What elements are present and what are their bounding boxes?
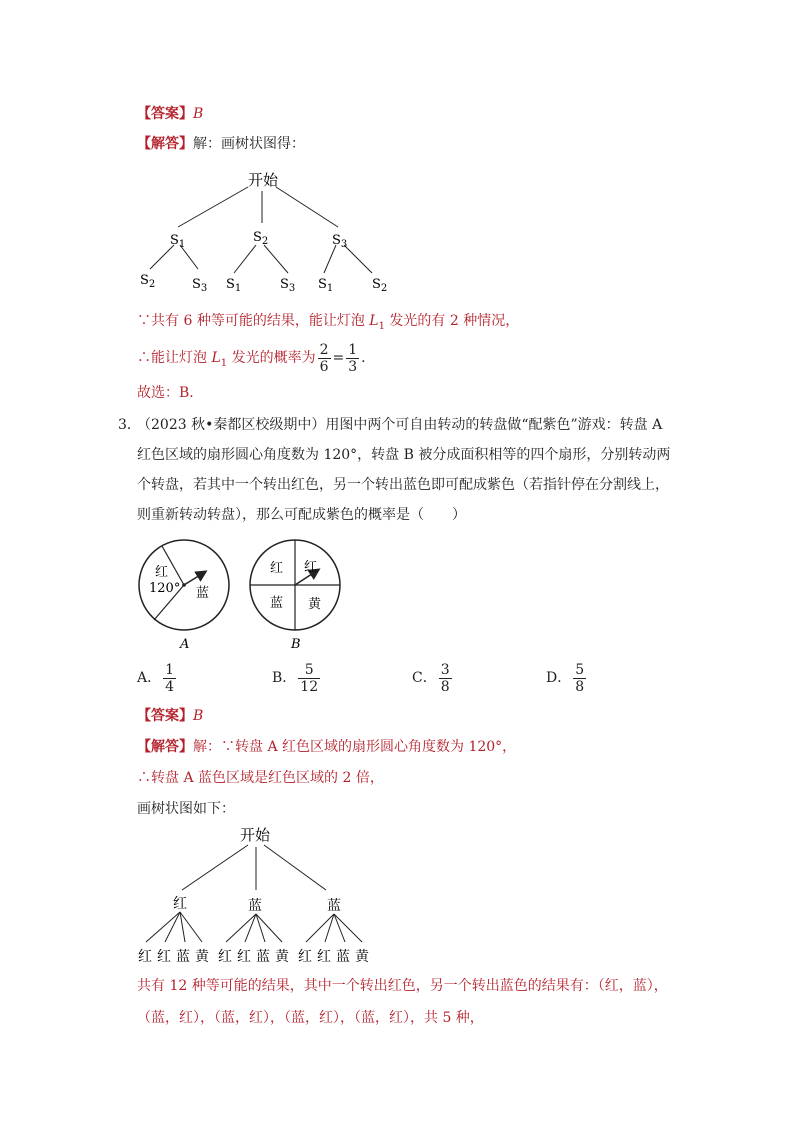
tree2-leaf: 红	[138, 949, 152, 965]
tree-diagram-1	[130, 165, 430, 300]
fraction: $\frac{5}{8}$	[575, 661, 585, 695]
answer-value: B	[193, 708, 204, 724]
spinner-b	[250, 540, 340, 652]
question-line-4: 则重新转动转盘），那么可配成紫色的概率是（ ）	[137, 507, 466, 523]
question-line-3: 个转盘，若其中一个转出红色，另一个转出蓝色即可配成紫色（若指针停在分割线上，	[137, 477, 669, 493]
spinner-b-tl: 红	[270, 561, 284, 576]
fraction: $\frac{2}{6}$	[319, 341, 329, 375]
solution-text: 解：∵转盘 A 红色区域的扇形圆心角度数为 120°，	[193, 739, 517, 755]
fraction: $\frac{1}{3}$	[348, 341, 358, 375]
tree1-leaf: $S_1$	[318, 277, 334, 294]
tree1-leaf: $S_2$	[140, 273, 156, 290]
spinner-a-blue: 蓝	[196, 586, 210, 601]
tree2-leaf: 红	[237, 949, 251, 965]
tree2-leaf: 蓝	[176, 949, 190, 965]
tree2-intro: 画树状图如下：	[137, 801, 235, 817]
tree2-leaf: 蓝	[336, 949, 350, 965]
tree2-node-red: 红	[173, 896, 187, 912]
tree1-leaf: $S_3$	[192, 277, 208, 294]
tree2-leaf: 红	[317, 949, 331, 965]
tree2-leaf: 黄	[195, 949, 209, 965]
tree2-node-blue: 蓝	[248, 898, 262, 914]
reason-line-3: ∴转盘 A 蓝色区域是红色区域的 2 倍，	[137, 770, 384, 786]
tree1-node-s3: $S_3$	[332, 233, 348, 250]
fraction: $\frac{5}{12}$	[300, 661, 319, 695]
answer-tag: 【答案】	[137, 106, 193, 122]
tree1-leaf: $S_2$	[372, 277, 388, 294]
spinner-b-br: 黄	[308, 597, 322, 612]
answer-line-2	[137, 706, 203, 726]
spinner-b-caption: B	[291, 637, 301, 652]
answer-value: B	[193, 106, 204, 122]
tree1-node-s2: $S_2$	[253, 230, 269, 247]
option-c[interactable]: C． $\frac{3}{8}$	[412, 661, 450, 695]
tree2-leaf: 红	[218, 949, 232, 965]
fraction: $\frac{3}{8}$	[440, 661, 450, 695]
tree2-node-blue: 蓝	[327, 898, 341, 914]
tree1-root: 开始	[248, 171, 279, 189]
spinner-a-red: 红	[155, 565, 169, 580]
tree1-leaf: $S_3$	[280, 277, 296, 294]
solution-tag: 【解答】	[137, 136, 193, 152]
question-line-1: （2023 秋•秦都区校级期中）用图中两个可自由转动的转盘做“配紫色”游戏：转盘 A	[137, 417, 663, 433]
option-b[interactable]: B． $\frac{5}{12}$	[272, 661, 319, 695]
choice-line: 故选：B．	[137, 385, 204, 401]
reason-line-2: ∴能让灯泡 $L_1$ 发光的概率为 $\frac{2}{6}$ = $\frac{1}{3}$ .	[137, 341, 366, 375]
final-line-1: 共有 12 种等可能的结果，其中一个转出红色，另一个转出蓝色的结果有：（红，蓝），	[137, 978, 668, 994]
option-d[interactable]: D． $\frac{5}{8}$	[546, 661, 585, 695]
solution-text: 解：画树状图得：	[193, 136, 305, 152]
tree2-leaf: 黄	[275, 949, 289, 965]
tree2-leaf: 红	[157, 949, 171, 965]
answer-tag: 【答案】	[137, 708, 193, 724]
solution-line-1	[137, 134, 305, 154]
tree1-node-s1: $S_1$	[170, 233, 186, 250]
question-line-2: 红色区域的扇形圆心角度数为 120°，转盘 B 被分成面积相等的四个扇形，分别转动两	[137, 447, 671, 463]
spinner-a	[139, 540, 229, 652]
question-number: 3．	[118, 417, 141, 433]
reason-line-1: ∵共有 6 种等可能的结果，能让灯泡 $L_1$ 发光的有 2 种情况，	[137, 313, 520, 332]
tree-diagram-2	[130, 820, 390, 970]
tree1-leaf: $S_1$	[226, 277, 242, 294]
tree2-leaf: 红	[298, 949, 312, 965]
final-line-2: （蓝，红），（蓝，红），（蓝，红），（蓝，红），共 5 种，	[137, 1010, 484, 1026]
spinner-b-tr: 红	[304, 560, 318, 575]
fraction: $\frac{1}{4}$	[165, 661, 175, 695]
spinner-b-bl: 蓝	[270, 596, 284, 611]
tree2-root: 开始	[240, 826, 271, 844]
spinners-figure	[132, 535, 352, 655]
solution-tag: 【解答】	[137, 739, 193, 755]
solution-line-2	[137, 737, 516, 757]
spinner-a-caption: A	[180, 637, 190, 652]
tree2-leaf: 蓝	[256, 949, 270, 965]
spinner-a-angle: 120°	[149, 581, 181, 596]
tree2-leaf: 黄	[355, 949, 369, 965]
option-a[interactable]: A． $\frac{1}{4}$	[137, 661, 175, 695]
answer-line-1	[137, 104, 203, 124]
